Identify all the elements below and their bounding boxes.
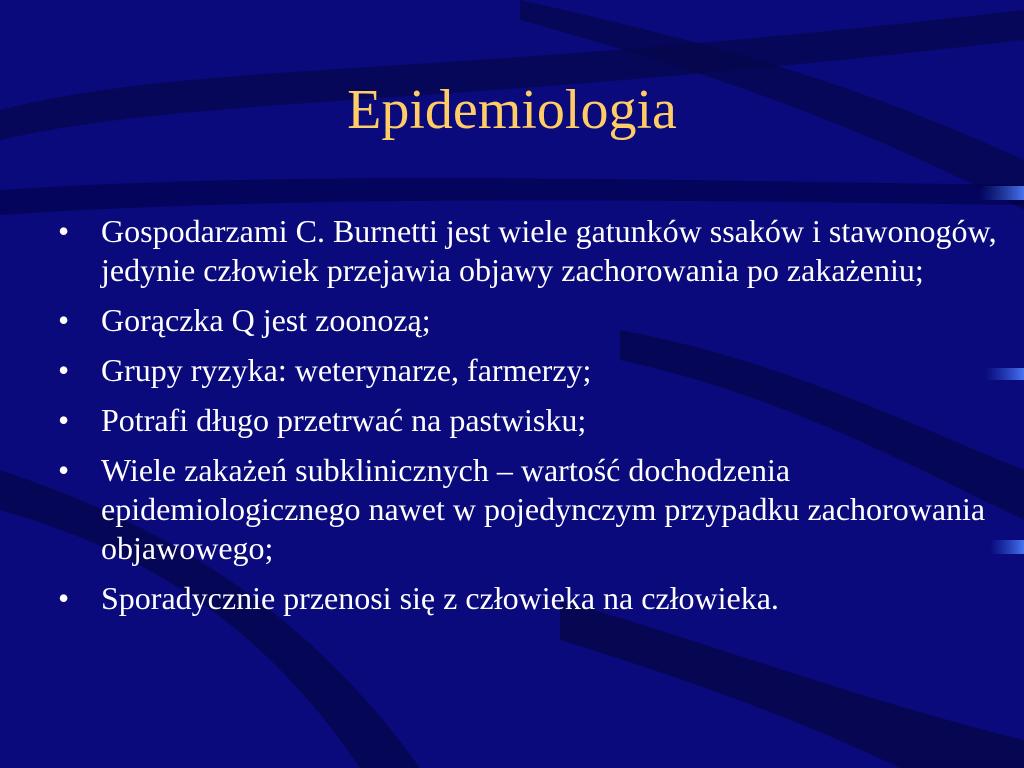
bullet-dot-icon: • bbox=[58, 402, 70, 438]
bullet-text: Sporadycznie przenosi się z człowieka na człowieka. bbox=[101, 580, 779, 616]
bullet-item bbox=[56, 212, 1006, 290]
bullet-text: Gospodarzami C. Burnetti jest wiele gatunków ssaków i stawonogów, jedynie człowiek przejawia objawy zachorowania po zakażeniu; bbox=[101, 213, 997, 288]
bullet-item bbox=[56, 301, 1006, 340]
blue-accent-1 bbox=[980, 186, 1024, 200]
bullet-item bbox=[56, 579, 1006, 618]
bullet-item bbox=[56, 401, 1006, 440]
bullet-dot-icon: • bbox=[58, 352, 70, 388]
swoosh-middle-band bbox=[0, 178, 1024, 215]
bullet-item bbox=[56, 451, 1006, 568]
bullet-dot-icon: • bbox=[58, 302, 70, 338]
bullet-dot-icon: • bbox=[58, 580, 70, 616]
slide-title: Epidemiologia bbox=[347, 79, 677, 141]
bullet-text: Wiele zakażeń subklinicznych – wartość dochodzenia epidemiologicznego nawet w pojedynczym przypadku zachorowania objawowego; bbox=[101, 452, 986, 566]
bullet-text: Gorączka Q jest zoonozą; bbox=[101, 302, 431, 338]
bullet-dot-icon: • bbox=[58, 213, 70, 249]
bullet-item bbox=[56, 351, 1006, 390]
bullet-text: Potrafi długo przetrwać na pastwisku; bbox=[101, 402, 587, 438]
bullet-list bbox=[56, 212, 1006, 629]
bullet-text: Grupy ryzyka: weterynarze, farmerzy; bbox=[101, 352, 592, 388]
bullet-dot-icon: • bbox=[58, 452, 70, 488]
